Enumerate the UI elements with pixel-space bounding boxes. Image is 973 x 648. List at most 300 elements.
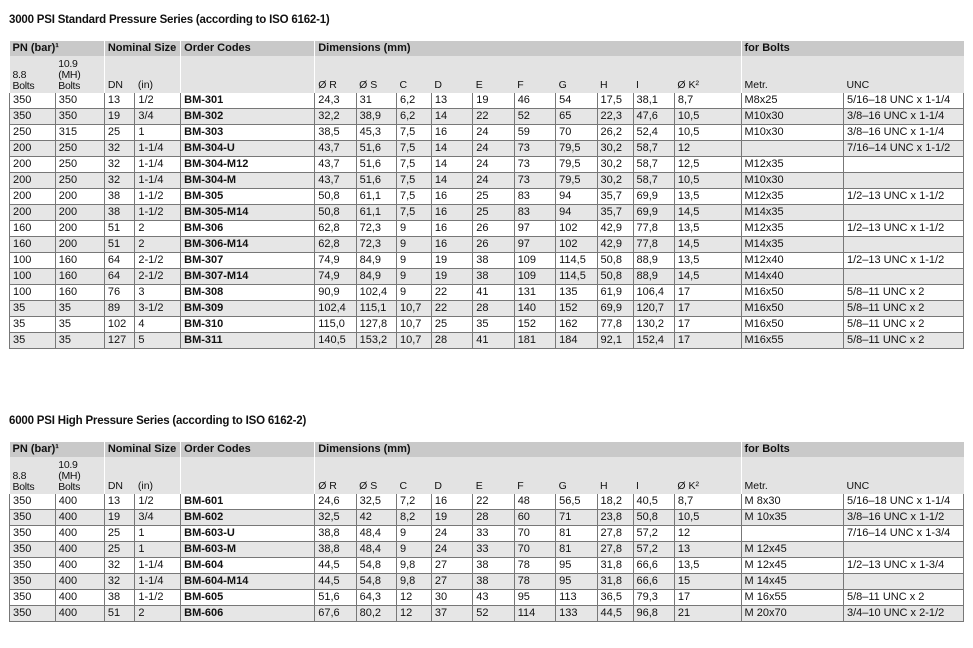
- cell-h: 18,2: [597, 494, 633, 510]
- header-row-groups: [10, 41, 964, 56]
- cell-g: 135: [556, 285, 597, 301]
- cell-g: 79,5: [556, 157, 597, 173]
- cell-pn-109: 160: [55, 285, 104, 301]
- cell-in: 1: [135, 125, 181, 141]
- cell-order-code: BM-304-U: [181, 141, 315, 157]
- cell-k: 13,5: [674, 189, 741, 205]
- header-row-groups: [10, 442, 964, 457]
- cell-order-code: BM-303: [181, 125, 315, 141]
- cell-order-code: BM-304-M12: [181, 157, 315, 173]
- col-header-d: D: [431, 56, 472, 93]
- cell-g: 184: [556, 333, 597, 349]
- cell-h: 42,9: [597, 237, 633, 253]
- cell-dn: 38: [104, 189, 135, 205]
- series-3000-title: 3000 PSI Standard Pressure Series (according to ISO 6162-1): [9, 14, 330, 26]
- cell-order-code: BM-304-M: [181, 173, 315, 189]
- cell-e: 33: [473, 526, 514, 542]
- cell-dn: 64: [104, 269, 135, 285]
- cell-g: 65: [556, 109, 597, 125]
- cell-dn: 32: [104, 574, 135, 590]
- cell-pn-88: 350: [10, 574, 56, 590]
- cell-f: 59: [514, 125, 555, 141]
- dimensions-header: Dimensions (mm): [315, 41, 741, 56]
- cell-h: 27,8: [597, 526, 633, 542]
- col-header-f: F: [514, 56, 555, 93]
- col-header-f: F: [514, 457, 555, 494]
- cell-i: 57,2: [633, 526, 674, 542]
- cell-unc: 1/2–13 UNC x 1-1/2: [843, 221, 963, 237]
- cell-e: 41: [473, 285, 514, 301]
- cell-s: 102,4: [356, 285, 396, 301]
- table-row: [10, 510, 964, 526]
- col-header-metr: Metr.: [741, 56, 843, 93]
- cell-f: 46: [514, 93, 555, 109]
- cell-k: 13,5: [674, 558, 741, 574]
- cell-in: 1-1/4: [135, 141, 181, 157]
- cell-in: 5: [135, 333, 181, 349]
- cell-f: 131: [514, 285, 555, 301]
- cell-h: 30,2: [597, 173, 633, 189]
- cell-order-code: BM-306-M14: [181, 237, 315, 253]
- header-row-columns: [10, 457, 964, 494]
- cell-in: 2: [135, 221, 181, 237]
- cell-g: 71: [556, 510, 597, 526]
- cell-k: 12,5: [674, 157, 741, 173]
- cell-pn-109: 400: [55, 494, 104, 510]
- cell-pn-109: 35: [55, 333, 104, 349]
- cell-pn-109: 35: [55, 317, 104, 333]
- cell-order-code: BM-603-M: [181, 542, 315, 558]
- cell-unc: [843, 574, 963, 590]
- table-row: [10, 141, 964, 157]
- cell-d: 24: [431, 526, 472, 542]
- cell-r: 74,9: [315, 253, 356, 269]
- cell-i: 106,4: [633, 285, 674, 301]
- cell-dn: 32: [104, 558, 135, 574]
- table-row: [10, 317, 964, 333]
- cell-s: 54,8: [356, 574, 396, 590]
- cell-s: 51,6: [356, 173, 396, 189]
- cell-i: 79,3: [633, 590, 674, 606]
- cell-pn-109: 250: [55, 173, 104, 189]
- cell-pn-88: 100: [10, 269, 56, 285]
- cell-in: 1-1/4: [135, 173, 181, 189]
- cell-pn-109: 400: [55, 510, 104, 526]
- cell-order-code: BM-309: [181, 301, 315, 317]
- cell-e: 22: [473, 494, 514, 510]
- col-header-in: (in): [135, 56, 181, 93]
- col-header-order-code: [181, 457, 315, 494]
- cell-unc: 5/16–18 UNC x 1-1/4: [843, 494, 963, 510]
- cell-order-code: BM-301: [181, 93, 315, 109]
- col-header-r: Ø R: [315, 56, 356, 93]
- cell-s: 38,9: [356, 109, 396, 125]
- cell-e: 28: [473, 510, 514, 526]
- cell-metr: M10x30: [741, 109, 843, 125]
- cell-i: 152,4: [633, 333, 674, 349]
- col-header-s: Ø S: [356, 457, 396, 494]
- col-header-pn-88: 8.8 Bolts: [10, 457, 56, 494]
- cell-pn-88: 200: [10, 141, 56, 157]
- cell-i: 57,2: [633, 542, 674, 558]
- cell-dn: 13: [104, 93, 135, 109]
- cell-d: 14: [431, 157, 472, 173]
- col-header-i: I: [633, 56, 674, 93]
- cell-e: 24: [473, 141, 514, 157]
- cell-s: 61,1: [356, 205, 396, 221]
- cell-k: 13: [674, 542, 741, 558]
- cell-s: 64,3: [356, 590, 396, 606]
- cell-k: 14,5: [674, 269, 741, 285]
- cell-metr: M12x35: [741, 189, 843, 205]
- cell-metr: M16x50: [741, 301, 843, 317]
- pn-header: PN (bar)¹: [10, 41, 105, 56]
- cell-dn: 38: [104, 205, 135, 221]
- cell-order-code: BM-306: [181, 221, 315, 237]
- cell-c: 12: [396, 606, 431, 622]
- cell-in: 1: [135, 542, 181, 558]
- cell-s: 84,9: [356, 269, 396, 285]
- cell-c: 12: [396, 590, 431, 606]
- cell-e: 28: [473, 301, 514, 317]
- cell-dn: 51: [104, 606, 135, 622]
- cell-c: 9,8: [396, 574, 431, 590]
- cell-in: 1/2: [135, 93, 181, 109]
- cell-unc: 5/8–11 UNC x 2: [843, 333, 963, 349]
- col-header-pn-109: 10.9 (MH) Bolts: [55, 457, 104, 494]
- cell-f: 83: [514, 205, 555, 221]
- cell-e: 24: [473, 157, 514, 173]
- cell-dn: 102: [104, 317, 135, 333]
- table-row: [10, 301, 964, 317]
- cell-i: 58,7: [633, 141, 674, 157]
- cell-pn-88: 100: [10, 285, 56, 301]
- cell-c: 7,5: [396, 125, 431, 141]
- cell-h: 17,5: [597, 93, 633, 109]
- cell-d: 14: [431, 173, 472, 189]
- cell-metr: M16x50: [741, 317, 843, 333]
- cell-i: 77,8: [633, 221, 674, 237]
- series-6000-title: 6000 PSI High Pressure Series (according to ISO 6162-2): [9, 415, 307, 427]
- cell-d: 22: [431, 285, 472, 301]
- cell-f: 60: [514, 510, 555, 526]
- table-row: [10, 606, 964, 622]
- cell-r: 115,0: [315, 317, 356, 333]
- cell-pn-88: 200: [10, 189, 56, 205]
- cell-dn: 19: [104, 109, 135, 125]
- cell-d: 19: [431, 253, 472, 269]
- cell-g: 95: [556, 558, 597, 574]
- cell-dn: 25: [104, 125, 135, 141]
- cell-order-code: BM-311: [181, 333, 315, 349]
- cell-dn: 32: [104, 173, 135, 189]
- cell-unc: [843, 542, 963, 558]
- pn-header: PN (bar)¹: [10, 442, 105, 457]
- cell-unc: [843, 269, 963, 285]
- table-row: [10, 109, 964, 125]
- cell-d: 28: [431, 333, 472, 349]
- cell-i: 88,9: [633, 253, 674, 269]
- cell-c: 10,7: [396, 317, 431, 333]
- cell-unc: 7/16–14 UNC x 1-1/2: [843, 141, 963, 157]
- cell-h: 42,9: [597, 221, 633, 237]
- cell-i: 77,8: [633, 237, 674, 253]
- cell-in: 2-1/2: [135, 269, 181, 285]
- cell-f: 109: [514, 269, 555, 285]
- cell-i: 88,9: [633, 269, 674, 285]
- cell-pn-88: 200: [10, 205, 56, 221]
- cell-f: 83: [514, 189, 555, 205]
- cell-i: 50,8: [633, 510, 674, 526]
- col-header-c: C: [396, 457, 431, 494]
- cell-dn: 76: [104, 285, 135, 301]
- cell-f: 97: [514, 237, 555, 253]
- cell-c: 10,7: [396, 333, 431, 349]
- cell-order-code: BM-307: [181, 253, 315, 269]
- cell-dn: 32: [104, 141, 135, 157]
- nominal-size-header: Nominal Size: [104, 442, 180, 457]
- cell-r: 51,6: [315, 590, 356, 606]
- cell-i: 47,6: [633, 109, 674, 125]
- cell-pn-109: 200: [55, 237, 104, 253]
- cell-k: 10,5: [674, 510, 741, 526]
- cell-unc: [843, 157, 963, 173]
- cell-metr: M12x40: [741, 253, 843, 269]
- cell-f: 70: [514, 526, 555, 542]
- cell-d: 16: [431, 237, 472, 253]
- cell-g: 152: [556, 301, 597, 317]
- cell-d: 14: [431, 109, 472, 125]
- series-3000-table: [9, 41, 964, 349]
- cell-s: 32,5: [356, 494, 396, 510]
- cell-pn-88: 250: [10, 125, 56, 141]
- cell-c: 9: [396, 269, 431, 285]
- cell-c: 9: [396, 285, 431, 301]
- cell-metr: M 20x70: [741, 606, 843, 622]
- cell-c: 9: [396, 221, 431, 237]
- cell-unc: 5/16–18 UNC x 1-1/4: [843, 93, 963, 109]
- cell-g: 70: [556, 125, 597, 141]
- cell-unc: 1/2–13 UNC x 1-1/2: [843, 189, 963, 205]
- table-row: [10, 574, 964, 590]
- table-row: [10, 526, 964, 542]
- cell-unc: 3/8–16 UNC x 1-1/4: [843, 109, 963, 125]
- cell-order-code: BM-602: [181, 510, 315, 526]
- cell-in: 1-1/4: [135, 574, 181, 590]
- cell-pn-88: 350: [10, 542, 56, 558]
- cell-r: 62,8: [315, 221, 356, 237]
- cell-in: 2: [135, 606, 181, 622]
- table-row: [10, 285, 964, 301]
- cell-e: 19: [473, 93, 514, 109]
- cell-dn: 127: [104, 333, 135, 349]
- table-row: [10, 253, 964, 269]
- cell-f: 95: [514, 590, 555, 606]
- col-header-g: G: [556, 56, 597, 93]
- col-header-i: I: [633, 457, 674, 494]
- cell-g: 113: [556, 590, 597, 606]
- cell-metr: M 10x35: [741, 510, 843, 526]
- cell-c: 9,8: [396, 558, 431, 574]
- cell-unc: 7/16–14 UNC x 1-3/4: [843, 526, 963, 542]
- cell-c: 9: [396, 237, 431, 253]
- cell-r: 38,5: [315, 125, 356, 141]
- cell-s: 84,9: [356, 253, 396, 269]
- cell-pn-88: 35: [10, 333, 56, 349]
- cell-d: 22: [431, 301, 472, 317]
- cell-in: 3/4: [135, 109, 181, 125]
- table-row: [10, 542, 964, 558]
- series-6000-table: [9, 442, 964, 622]
- cell-s: 115,1: [356, 301, 396, 317]
- cell-dn: 64: [104, 253, 135, 269]
- cell-e: 24: [473, 125, 514, 141]
- cell-g: 102: [556, 237, 597, 253]
- cell-h: 30,2: [597, 141, 633, 157]
- cell-e: 26: [473, 221, 514, 237]
- table-row: [10, 125, 964, 141]
- cell-h: 23,8: [597, 510, 633, 526]
- bolts-header: for Bolts: [741, 41, 964, 56]
- cell-metr: [741, 141, 843, 157]
- cell-k: 15: [674, 574, 741, 590]
- cell-d: 27: [431, 574, 472, 590]
- cell-f: 73: [514, 141, 555, 157]
- cell-h: 31,8: [597, 574, 633, 590]
- cell-pn-109: 160: [55, 253, 104, 269]
- cell-s: 51,6: [356, 141, 396, 157]
- cell-pn-109: 315: [55, 125, 104, 141]
- cell-pn-109: 200: [55, 205, 104, 221]
- cell-r: 62,8: [315, 237, 356, 253]
- col-header-d: D: [431, 457, 472, 494]
- cell-s: 80,2: [356, 606, 396, 622]
- col-header-dn: DN: [104, 56, 135, 93]
- cell-f: 140: [514, 301, 555, 317]
- cell-f: 181: [514, 333, 555, 349]
- cell-c: 9: [396, 253, 431, 269]
- cell-unc: 5/8–11 UNC x 2: [843, 301, 963, 317]
- cell-metr: M8x25: [741, 93, 843, 109]
- cell-e: 22: [473, 109, 514, 125]
- cell-pn-109: 400: [55, 590, 104, 606]
- cell-r: 74,9: [315, 269, 356, 285]
- cell-r: 38,8: [315, 542, 356, 558]
- cell-e: 43: [473, 590, 514, 606]
- order-codes-header: Order Codes: [181, 442, 315, 457]
- cell-pn-109: 35: [55, 301, 104, 317]
- cell-g: 79,5: [556, 173, 597, 189]
- cell-unc: 5/8–11 UNC x 2: [843, 590, 963, 606]
- cell-pn-109: 400: [55, 574, 104, 590]
- table-row: [10, 205, 964, 221]
- cell-h: 31,8: [597, 558, 633, 574]
- cell-h: 44,5: [597, 606, 633, 622]
- cell-pn-88: 350: [10, 606, 56, 622]
- dimensions-header: Dimensions (mm): [315, 442, 741, 457]
- cell-order-code: BM-603-U: [181, 526, 315, 542]
- cell-order-code: BM-308: [181, 285, 315, 301]
- table-row: [10, 590, 964, 606]
- cell-g: 94: [556, 189, 597, 205]
- col-header-h: H: [597, 56, 633, 93]
- cell-pn-109: 400: [55, 606, 104, 622]
- cell-c: 7,5: [396, 173, 431, 189]
- cell-unc: [843, 205, 963, 221]
- cell-c: 9: [396, 542, 431, 558]
- col-header-in: (in): [135, 457, 181, 494]
- table-row: [10, 189, 964, 205]
- cell-metr: M14x35: [741, 205, 843, 221]
- cell-c: 7,5: [396, 205, 431, 221]
- cell-r: 43,7: [315, 157, 356, 173]
- cell-i: 58,7: [633, 173, 674, 189]
- cell-pn-88: 160: [10, 237, 56, 253]
- cell-metr: M16x50: [741, 285, 843, 301]
- cell-c: 7,2: [396, 494, 431, 510]
- cell-pn-88: 35: [10, 317, 56, 333]
- cell-in: 2: [135, 237, 181, 253]
- cell-i: 69,9: [633, 205, 674, 221]
- col-header-r: Ø R: [315, 457, 356, 494]
- cell-r: 67,6: [315, 606, 356, 622]
- cell-metr: M 8x30: [741, 494, 843, 510]
- cell-pn-88: 200: [10, 157, 56, 173]
- cell-h: 50,8: [597, 269, 633, 285]
- col-header-k: Ø K²: [674, 56, 741, 93]
- cell-h: 36,5: [597, 590, 633, 606]
- cell-f: 78: [514, 574, 555, 590]
- cell-metr: M10x30: [741, 125, 843, 141]
- cell-d: 19: [431, 269, 472, 285]
- cell-e: 25: [473, 205, 514, 221]
- col-header-e: E: [473, 457, 514, 494]
- cell-pn-88: 100: [10, 253, 56, 269]
- cell-f: 48: [514, 494, 555, 510]
- cell-k: 17: [674, 301, 741, 317]
- cell-g: 102: [556, 221, 597, 237]
- cell-g: 133: [556, 606, 597, 622]
- cell-s: 51,6: [356, 157, 396, 173]
- cell-k: 17: [674, 285, 741, 301]
- cell-metr: M10x30: [741, 173, 843, 189]
- cell-r: 43,7: [315, 141, 356, 157]
- cell-h: 35,7: [597, 189, 633, 205]
- table-row: [10, 221, 964, 237]
- col-header-unc: UNC: [843, 457, 963, 494]
- cell-s: 48,4: [356, 526, 396, 542]
- cell-c: 7,5: [396, 157, 431, 173]
- cell-d: 19: [431, 510, 472, 526]
- cell-c: 7,5: [396, 189, 431, 205]
- cell-e: 38: [473, 574, 514, 590]
- cell-unc: 3/8–16 UNC x 1-1/4: [843, 125, 963, 141]
- cell-s: 61,1: [356, 189, 396, 205]
- cell-in: 1-1/2: [135, 205, 181, 221]
- cell-r: 32,5: [315, 510, 356, 526]
- cell-d: 25: [431, 317, 472, 333]
- cell-metr: M14x40: [741, 269, 843, 285]
- cell-in: 1: [135, 526, 181, 542]
- cell-r: 102,4: [315, 301, 356, 317]
- cell-s: 72,3: [356, 237, 396, 253]
- cell-h: 50,8: [597, 253, 633, 269]
- cell-in: 1-1/2: [135, 189, 181, 205]
- cell-i: 69,9: [633, 189, 674, 205]
- cell-k: 13,5: [674, 221, 741, 237]
- cell-s: 48,4: [356, 542, 396, 558]
- cell-k: 10,5: [674, 109, 741, 125]
